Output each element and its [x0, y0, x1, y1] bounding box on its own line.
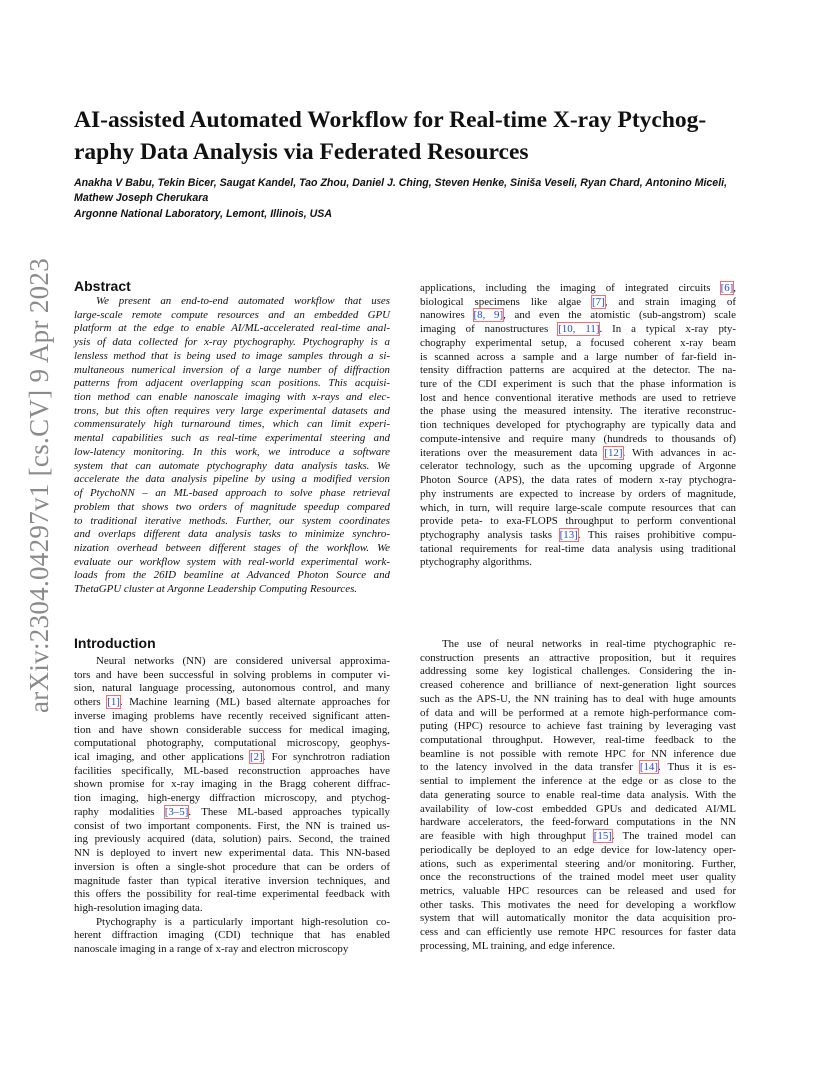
text-line: We present an end-to-end automated workflow that uses: [96, 295, 390, 307]
text-fragment: , and strain imaging of: [604, 295, 736, 308]
text-line: inverse imaging problems have recently received significant atten-: [74, 709, 390, 722]
text-line: [420, 830, 736, 844]
text-fragment: iterations over the measurement data: [420, 446, 605, 459]
text-line: ations, such as experimental steering and/or monitoring. Further,: [420, 857, 736, 870]
text-line: and overlaps different data analysis tasks to minimize synchro-: [74, 528, 390, 541]
text-fragment: applications, including the imaging of integrated circuits: [420, 282, 721, 294]
text-line: system that will automatically monitor the data acquisition pro-: [420, 912, 736, 925]
arxiv-identifier-margin: [10, 257, 70, 713]
citation-link[interactable]: [13]: [559, 528, 578, 541]
text-line: metrics, valuable HPC resources can be released and used for: [420, 884, 736, 897]
text-line: tion techniques developed for ptychography are typically data and: [420, 419, 736, 432]
text-line: [74, 751, 390, 765]
author-names: Mathew Joseph Cherukara: [74, 192, 209, 205]
citation-link[interactable]: [3–5]: [164, 805, 189, 818]
text-line: computational throughput. However, real-time feedback to the: [420, 734, 736, 747]
text-line: [420, 296, 736, 310]
text-fragment: . For synchrotron radiation: [262, 751, 390, 764]
text-line: ing previously acquired (data, solution) pairs. Second, the trained: [74, 833, 390, 846]
text-line: construction presents an attractive proposition, but it requires: [420, 651, 736, 664]
text-line: magnitude faster than typical iterative inversion techniques, and: [74, 874, 390, 887]
citation-link[interactable]: [14]: [639, 761, 658, 774]
text-line: accelerate the data analysis pipeline by using a modified version: [74, 473, 390, 486]
text-line: [420, 529, 736, 543]
text-line: compute-intensive and require many (hundreds to thousands of): [420, 432, 736, 445]
text-line: [420, 282, 736, 296]
abstract-heading: Abstract: [74, 278, 131, 294]
text-line: sential to implement the inference at the edge or as close to the: [420, 775, 736, 788]
text-line: ysis of data collected for x-ray ptychography. Ptychography is a: [74, 336, 390, 349]
text-line: system that can automate ptychography data analysis tasks. We: [74, 459, 390, 472]
citation-link[interactable]: [6]: [720, 282, 734, 294]
text-line: [420, 447, 736, 461]
text-line: multaneous numerical inversion of a large number of diffraction: [74, 363, 390, 376]
text-fragment: . Machine learning (ML) based alternate approaches for: [119, 696, 390, 709]
arxiv-identifier: arXiv:2304.04297v1 [cs.CV] 9 Apr 2023: [24, 257, 55, 713]
text-line: of data and will be performed at a remote high-performance com-: [420, 706, 736, 719]
text-line: facilities specifically, ML-based reconstruction approaches have: [74, 764, 390, 777]
text-line: [74, 806, 390, 820]
text-line: nanoscale imaging in a range of x-ray and electron microscopy: [74, 943, 349, 956]
text-line: puting (HPC) resource to achieve fast training by leveraging vast: [420, 720, 736, 733]
citation-link[interactable]: [2]: [250, 751, 263, 764]
text-line: celerator technology, such as the upcoming upgrade of Argonne: [420, 460, 736, 473]
text-line: ture of the CDI experiment is such that the phase information is: [420, 378, 736, 391]
text-line: hardware accelerators, the feed-forward computations in the NN: [420, 816, 736, 829]
text-line: inversion is often a single-shot procedure that can be orders of: [74, 860, 390, 873]
text-line: [74, 696, 390, 710]
text-line: phy instruments are expected to increase by orders of magnitude,: [420, 487, 736, 500]
text-line: ThetaGPU cluster at Argonne Leadership Computing Resources.: [74, 583, 358, 596]
text-fragment: others: [74, 696, 108, 709]
text-fragment: . These ML-based approaches typically: [188, 805, 390, 818]
text-line: patterns from adjacent overlapping scan positions. This acquisi-: [74, 377, 390, 390]
author-names: Anakha V Babu, Tekin Bicer, Saugat Kandel, Tao Zhou, Daniel J. Ching, Steven Henke, Siniša Veseli, Ryan Chard, Antonino Miceli,: [74, 177, 728, 189]
text-line: evaluate our workflow system with real-world experimental work-: [74, 555, 390, 568]
text-line: Ptychography is a particularly important high-resolution co-: [96, 915, 390, 928]
text-line: tion and have shown considerable success for medical imaging,: [74, 723, 390, 736]
text-fragment: . This raises prohibitive compu-: [577, 528, 737, 541]
text-line: mental capabilities such as real-time experimental steering and: [74, 432, 390, 445]
text-line: trons, but this often requires very large experimental datasets and: [74, 404, 390, 417]
text-fragment: to the latency involved in the data transfer: [420, 761, 640, 774]
text-fragment: , and even the atomistic (sub-angstrom) scale: [503, 309, 736, 322]
text-line: periodically be deployed to an edge device for low-latency oper-: [420, 843, 736, 856]
citation-link[interactable]: [7]: [592, 295, 605, 308]
text-line: such as the APS-U, the NN training has to deal with huge amounts: [420, 692, 736, 705]
text-line: to traditional iterative methods. Further, our system coordinates: [74, 514, 390, 527]
text-line: lensless method that is being used to image samples through a si-: [74, 349, 390, 362]
introduction-heading: Introduction: [74, 635, 156, 651]
title-line: AI-assisted Automated Workflow for Real-time X-ray Ptychog-: [74, 107, 707, 133]
text-line: large-scale remote compute resources and an embedded GPU: [74, 308, 390, 321]
text-line: availability of low-cost embedded GPUs and dedicated AI/ML: [420, 802, 736, 815]
text-line: low-latency monitoring. In this work, we introduce a software: [74, 445, 390, 458]
text-line: tion method can enable nanoscale imaging with x-rays and elec-: [74, 391, 390, 404]
citation-link[interactable]: [1]: [107, 696, 120, 709]
text-line: loads from the 26ID beamline at Advanced Photon Source and: [74, 569, 390, 582]
text-line: ptychography algorithms.: [420, 556, 532, 569]
text-line: is scanned across a sample and a large number of far-field in-: [420, 350, 736, 363]
text-line: which, in turn, will require large-scale compute resources that can: [420, 501, 736, 514]
text-line: The use of neural networks in real-time ptychographic re-: [442, 638, 736, 650]
paper-title: [74, 104, 754, 168]
text-line: tational requirements for real-time data analysis using traditional: [420, 542, 736, 555]
text-line: Photon Source (APS), the data rates of modern x-ray ptychogra-: [420, 474, 736, 487]
text-fragment: ptychography analysis tasks: [420, 528, 560, 541]
text-line: [420, 309, 736, 323]
text-line: data generating source to enable real-time data analysis. With the: [420, 788, 736, 801]
text-line: lost and hence conventional iterative methods are used to retrieve: [420, 391, 736, 404]
title-line: raphy Data Analysis via Federated Resources: [74, 139, 529, 165]
text-fragment: biological specimens like algae: [420, 295, 593, 308]
text-line: commensurately high turnaround times, which can limit experi-: [74, 418, 390, 431]
text-line: tion imaging, high-energy diffraction microscopy, and ptychog-: [74, 792, 390, 805]
text-line: the phase using the measured intensity. The iterative reconstruc-: [420, 405, 736, 418]
text-fragment: are feasible with high throughput: [420, 830, 594, 843]
text-line: provide peta- to exa-FLOPS throughput to perform conventional: [420, 515, 736, 528]
text-line: computational photography, computational microscopy, geophys-: [74, 737, 390, 750]
text-fragment: . Thus it is es-: [658, 761, 736, 774]
text-line: NN is deployed to invert new experimental data. This NN-based: [74, 847, 390, 860]
text-line: platform at the edge to enable AI/ML-accelerated real-time anal-: [74, 322, 390, 335]
text-line: shown promise for x-ray imaging in the Bragg coherent diffrac-: [74, 778, 390, 791]
author-block: [74, 176, 774, 222]
text-line: herent diffraction imaging (CDI) technique that has enabled: [74, 929, 390, 942]
text-line: this offers the possibility for real-time experimental feedback with: [74, 888, 390, 901]
text-line: once the reconstructions of the trained model meet user quality: [420, 871, 736, 884]
text-line: high-resolution imaging data.: [74, 901, 203, 914]
text-line: problem that shows two orders of magnitude speedup compared: [74, 500, 390, 513]
text-fragment: imaging of nanostructures: [420, 323, 559, 336]
text-line: tensity diffraction patterns are acquired at the detector. The na-: [420, 364, 736, 377]
text-line: beamline is not possible with remote HPC for NN inference due: [420, 747, 736, 760]
text-line: sion, natural language processing, autonomous control, and many: [74, 682, 390, 695]
text-line: Neural networks (NN) are considered universal approxima-: [96, 655, 390, 667]
text-fragment: . With advances in ac-: [622, 446, 736, 459]
right-column-paragraph-1: [420, 282, 736, 570]
text-fragment: raphy modalities: [74, 805, 165, 818]
text-line: of PtychoNN – an ML-based approach to solve phase retrieval: [74, 487, 390, 500]
citation-link[interactable]: [12]: [604, 446, 623, 459]
citation-link[interactable]: [15]: [593, 830, 612, 843]
text-line: consist of two important components. First, the NN is trained us-: [74, 819, 390, 832]
introduction-body: [74, 655, 390, 957]
text-line: nization overhead between different stages of the workflow. We: [74, 541, 390, 554]
abstract-body: [74, 295, 390, 597]
text-fragment: nanowires: [420, 309, 474, 322]
text-fragment: . In a typical x-ray pty-: [599, 323, 736, 336]
text-line: cess and can efficiently use remote HPC resources for faster data: [420, 926, 736, 939]
text-fragment: ical imaging, and other applications: [74, 751, 251, 764]
text-line: [420, 323, 736, 337]
author-affiliation: Argonne National Laboratory, Lemont, Illinois, USA: [74, 207, 332, 220]
text-line: processing, ML training, and edge inference.: [420, 939, 615, 952]
text-line: chography experimental setup, a focused coherent x-ray beam: [420, 336, 736, 349]
citation-link[interactable]: [10, 11]: [558, 323, 600, 336]
text-line: addressing some key logistical challenges. Considering the in-: [420, 665, 736, 678]
text-fragment: ,: [733, 282, 736, 294]
text-fragment: . The trained model can: [611, 830, 736, 843]
right-column-paragraph-2: [420, 638, 736, 954]
text-line: other tasks. This motivates the need for developing a workflow: [420, 898, 736, 911]
text-line: creased coherence and brilliance of next-generation light sources: [420, 679, 736, 692]
citation-link[interactable]: [8, 9]: [473, 309, 504, 322]
text-line: [420, 761, 736, 775]
text-line: tors and have been successful in solving problems in computer vi-: [74, 668, 390, 681]
